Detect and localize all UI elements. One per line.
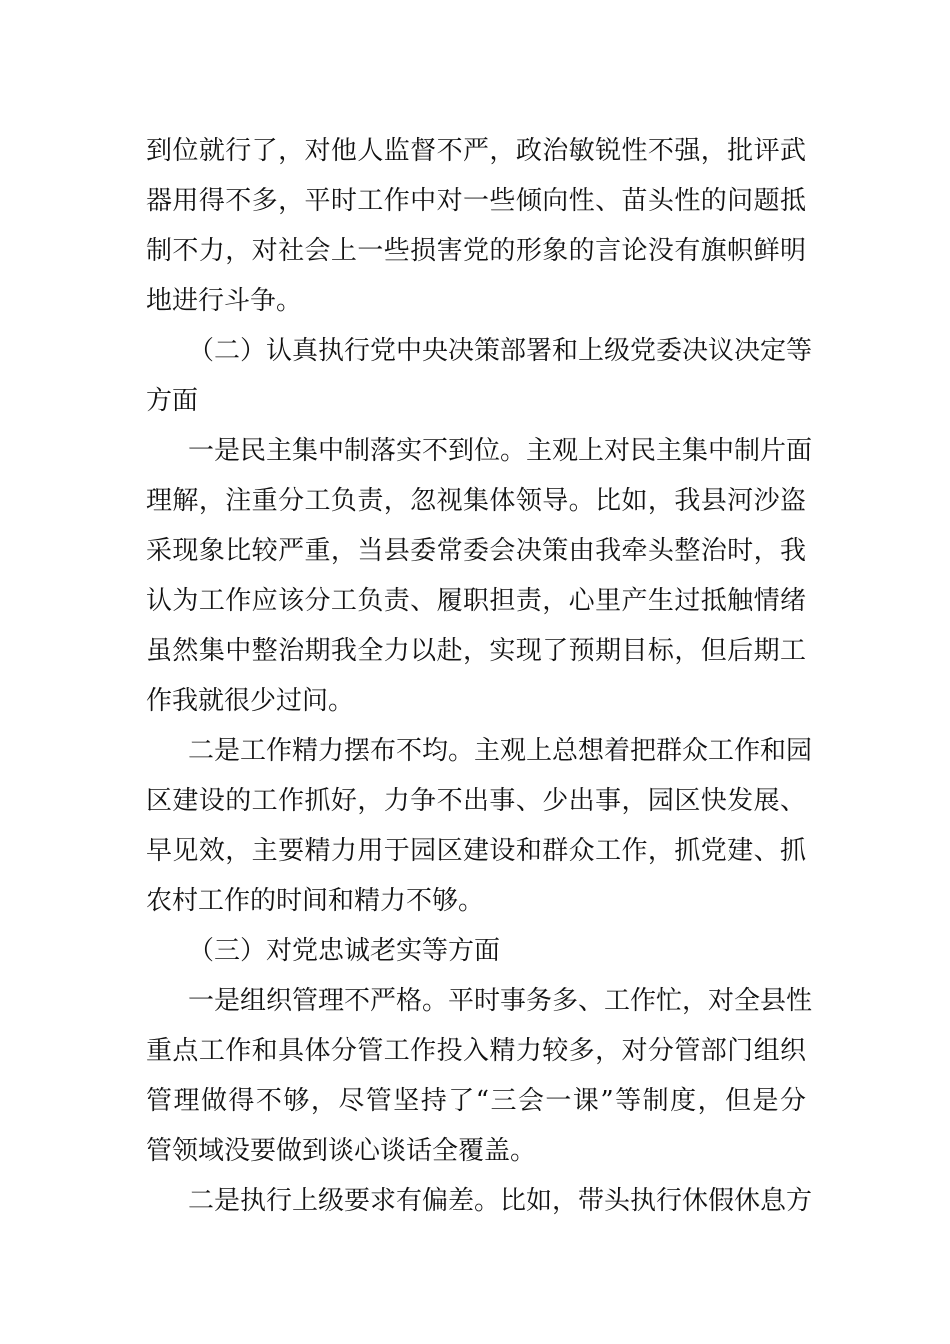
text-line: 管理做得不够，尽管坚持了“三会一课”等制度，但是分 — [146, 1086, 806, 1116]
heading-line: （三）对党忠诚老实等方面 — [188, 936, 501, 966]
text-line: 制不力，对社会上一些损害党的形象的言论没有旗帜鲜明 — [146, 236, 806, 266]
text-line: 一是组织管理不严格。平时事务多、工作忙，对全县性 — [188, 986, 813, 1016]
text-line: 农村工作的时间和精力不够。 — [146, 886, 485, 916]
section-heading-2 — [146, 326, 813, 426]
document-body — [146, 126, 813, 1226]
text-line: 早见效，主要精力用于园区建设和群众工作，抓党建、抓 — [146, 836, 806, 866]
text-line: 虽然集中整治期我全力以赴，实现了预期目标，但后期工 — [146, 636, 806, 666]
text-line: 地进行斗争。 — [146, 286, 303, 316]
paragraph-execution-deviation — [146, 1176, 813, 1226]
heading-line: （二）认真执行党中央决策部署和上级党委决议决定等 — [188, 336, 813, 366]
heading-line: 方面 — [146, 386, 199, 416]
text-line: 区建设的工作抓好，力争不出事、少出事，园区快发展、 — [146, 786, 806, 816]
paragraph-work-energy — [146, 726, 813, 926]
section-heading-3 — [146, 926, 806, 976]
text-line: 采现象比较严重，当县委常委会决策由我牵头整治时，我 — [146, 536, 806, 566]
paragraph-continuation — [146, 126, 806, 326]
text-line: 重点工作和具体分管工作投入精力较多，对分管部门组织 — [146, 1036, 806, 1066]
text-line: 到位就行了，对他人监督不严，政治敏锐性不强，批评武 — [146, 136, 806, 166]
text-line: 器用得不多，平时工作中对一些倾向性、苗头性的问题抵 — [146, 186, 806, 216]
text-line: 二是执行上级要求有偏差。比如，带头执行休假休息方 — [188, 1186, 813, 1216]
text-line: 二是工作精力摆布不均。主观上总想着把群众工作和园 — [188, 736, 813, 766]
paragraph-organization-management — [146, 976, 813, 1176]
paragraph-democratic-centralism — [146, 426, 813, 726]
text-line: 一是民主集中制落实不到位。主观上对民主集中制片面 — [188, 436, 813, 466]
text-line: 管领域没要做到谈心谈话全覆盖。 — [146, 1136, 537, 1166]
text-line: 理解，注重分工负责，忽视集体领导。比如，我县河沙盗 — [146, 486, 806, 516]
text-line: 作我就很少过问。 — [146, 686, 355, 716]
text-line: 认为工作应该分工负责、履职担责，心里产生过抵触情绪 — [146, 586, 806, 616]
